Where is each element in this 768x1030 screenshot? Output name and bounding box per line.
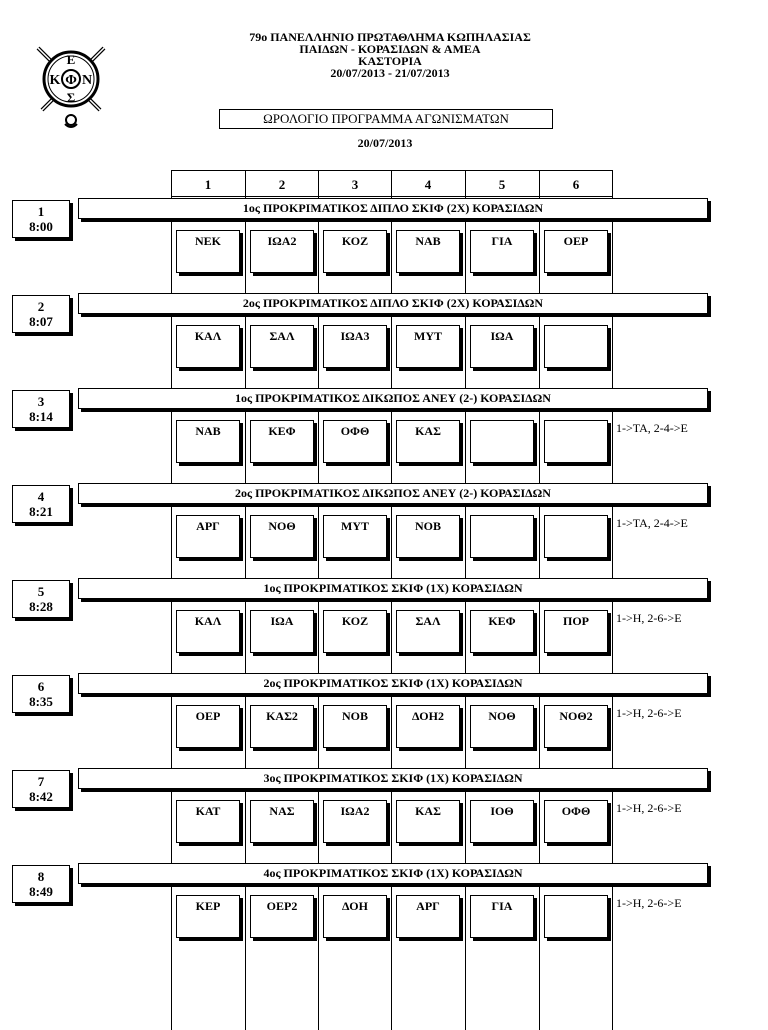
boat-lane-cell: ΔΟΗ [323, 895, 387, 938]
lane-header: 3 [351, 177, 359, 192]
boat-lane-cell: ΚΑΛ [176, 610, 240, 653]
progression-note: 1->Η, 2-6->Ε [616, 801, 682, 815]
race-number: 4 [37, 489, 45, 504]
race-time: 8:49 [29, 884, 53, 899]
boat-lane-cell [544, 420, 608, 463]
race-number: 6 [37, 679, 45, 694]
race-number: 8 [37, 869, 45, 884]
location-line: ΚΑΣΤΟΡΙΑ [358, 54, 422, 68]
race-time: 8:14 [29, 409, 53, 424]
logo-letter-bottom: Σ [66, 90, 76, 105]
schedule-date: 20/07/2013 [357, 136, 413, 150]
progression-note: 1->Η, 2-6->Ε [616, 706, 682, 720]
lane-header: 5 [498, 177, 506, 192]
header-top-line [171, 170, 612, 171]
dates-line: 20/07/2013 - 21/07/2013 [330, 66, 450, 80]
boat-lane-cell: ΚΟΖ [323, 610, 387, 653]
progression-note: 1->Η, 2-6->Ε [616, 896, 682, 910]
boat-lane-cell: ΝΑΒ [396, 230, 460, 273]
boat-lane-cell: ΑΡΓ [176, 515, 240, 558]
championship-title: 79ο ΠΑΝΕΛΛΗΝΙΟ ΠΡΩΤΑΘΛΗΜΑ ΚΩΠΗΛΑΣΙΑΣ [249, 30, 531, 44]
boat-lane-cell: ΝΟΘ [470, 705, 534, 748]
lane-header: 1 [204, 177, 212, 192]
lane-header: 6 [572, 177, 580, 192]
boat-lane-cell: ΚΕΦ [470, 610, 534, 653]
race-number-badge [12, 865, 70, 903]
categories-line: ΠΑΙΔΩΝ - ΚΟΡΑΣΙΔΩΝ & ΑΜΕΑ [299, 42, 481, 56]
boat-lane-cell: ΝΟΘ [250, 515, 314, 558]
boat-lane-cell: ΚΕΦ [250, 420, 314, 463]
logo-letter-top: Ε [66, 52, 76, 67]
schedule-title: ΩΡΟΛΟΓΙΟ ΠΡΟΓΡΑΜΜΑ ΑΓΩΝΙΣΜΑΤΩΝ [219, 109, 553, 129]
boat-lane-cell: ΑΡΓ [396, 895, 460, 938]
race-number-badge [12, 770, 70, 808]
race-title: 1ος ΠΡΟΚΡΙΜΑΤΙΚΟΣ ΣΚΙΦ (1Χ) ΚΟΡΑΣΙΔΩΝ [78, 578, 708, 599]
boat-lane-cell: ΚΕΡ [176, 895, 240, 938]
logo-letter-center: Φ [65, 73, 77, 88]
race-number-badge [12, 675, 70, 713]
race-number: 7 [37, 774, 45, 789]
logo-letter-left: Κ [49, 73, 61, 88]
race-time: 8:35 [29, 694, 53, 709]
race-title: 2ος ΠΡΟΚΡΙΜΑΤΙΚΟΣ ΔΙΠΛΟ ΣΚΙΦ (2Χ) ΚΟΡΑΣΙΔΩΝ [78, 293, 708, 314]
race-title: 1ος ΠΡΟΚΡΙΜΑΤΙΚΟΣ ΔΙΠΛΟ ΣΚΙΦ (2Χ) ΚΟΡΑΣΙΔΩΝ [78, 198, 708, 219]
boat-lane-cell: ΝΕΚ [176, 230, 240, 273]
race-time: 8:00 [29, 219, 53, 234]
lane-header: 2 [278, 177, 286, 192]
boat-lane-cell: ΝΟΒ [396, 515, 460, 558]
race-number-badge [12, 485, 70, 523]
boat-lane-cell: ΣΑΛ [250, 325, 314, 368]
race-number-badge [12, 200, 70, 238]
boat-lane-cell: ΚΑΣ [396, 420, 460, 463]
boat-lane-cell: ΚΑΣ [396, 800, 460, 843]
race-title: 3ος ΠΡΟΚΡΙΜΑΤΙΚΟΣ ΣΚΙΦ (1Χ) ΚΟΡΑΣΙΔΩΝ [78, 768, 708, 789]
boat-lane-cell [544, 895, 608, 938]
boat-lane-cell: ΚΑΤ [176, 800, 240, 843]
boat-lane-cell: ΙΩΑ2 [250, 230, 314, 273]
boat-lane-cell: ΔΟΗ2 [396, 705, 460, 748]
federation-logo [28, 38, 114, 130]
boat-lane-cell: ΟΦΘ [544, 800, 608, 843]
race-time: 8:28 [29, 599, 53, 614]
boat-lane-cell: ΟΦΘ [323, 420, 387, 463]
boat-lane-cell: ΜΥΤ [396, 325, 460, 368]
progression-note: 1->ΤΑ, 2-4->Ε [616, 421, 688, 435]
boat-lane-cell: ΝΑΣ [250, 800, 314, 843]
boat-lane-cell: ΙΩΑ [250, 610, 314, 653]
logo-letter-right: Ν [81, 73, 93, 88]
boat-lane-cell [470, 420, 534, 463]
race-number: 3 [37, 394, 45, 409]
race-number-badge [12, 295, 70, 333]
boat-lane-cell: ΟΕΡ [176, 705, 240, 748]
boat-lane-cell: ΙΟΘ [470, 800, 534, 843]
boat-lane-cell [544, 515, 608, 558]
race-title: 2ος ΠΡΟΚΡΙΜΑΤΙΚΟΣ ΣΚΙΦ (1Χ) ΚΟΡΑΣΙΔΩΝ [78, 673, 708, 694]
race-time: 8:21 [29, 504, 53, 519]
boat-lane-cell: ΓΙΑ [470, 230, 534, 273]
boat-lane-cell: ΝΟΒ [323, 705, 387, 748]
boat-lane-cell: ΟΕΡ [544, 230, 608, 273]
boat-lane-cell: ΣΑΛ [396, 610, 460, 653]
boat-lane-cell: ΜΥΤ [323, 515, 387, 558]
boat-lane-cell: ΟΕΡ2 [250, 895, 314, 938]
boat-lane-cell: ΙΩΑ3 [323, 325, 387, 368]
race-number-badge [12, 580, 70, 618]
boat-lane-cell [544, 325, 608, 368]
boat-lane-cell: ΚΑΛ [176, 325, 240, 368]
boat-lane-cell: ΝΑΒ [176, 420, 240, 463]
boat-lane-cell [470, 515, 534, 558]
race-title: 1ος ΠΡΟΚΡΙΜΑΤΙΚΟΣ ΔΙΚΩΠΟΣ ΑΝΕΥ (2-) ΚΟΡΑΣΙΔΩΝ [78, 388, 708, 409]
race-time: 8:42 [29, 789, 53, 804]
boat-lane-cell: ΙΩΑ [470, 325, 534, 368]
boat-lane-cell: ΝΟΘ2 [544, 705, 608, 748]
progression-note: 1->Η, 2-6->Ε [616, 611, 682, 625]
boat-lane-cell: ΚΟΖ [323, 230, 387, 273]
race-number: 1 [37, 204, 45, 219]
document-header [190, 31, 590, 79]
boat-lane-cell: ΚΑΣ2 [250, 705, 314, 748]
progression-note: 1->ΤΑ, 2-4->Ε [616, 516, 688, 530]
race-number-badge [12, 390, 70, 428]
header-bottom-line [171, 196, 612, 197]
boat-lane-cell: ΙΩΑ2 [323, 800, 387, 843]
race-time: 8:07 [29, 314, 53, 329]
lane-header: 4 [424, 177, 432, 192]
race-number: 5 [37, 584, 45, 599]
boat-lane-cell: ΠΟΡ [544, 610, 608, 653]
boat-lane-cell: ΓΙΑ [470, 895, 534, 938]
race-number: 2 [37, 299, 45, 314]
race-title: 4ος ΠΡΟΚΡΙΜΑΤΙΚΟΣ ΣΚΙΦ (1Χ) ΚΟΡΑΣΙΔΩΝ [78, 863, 708, 884]
race-title: 2ος ΠΡΟΚΡΙΜΑΤΙΚΟΣ ΔΙΚΩΠΟΣ ΑΝΕΥ (2-) ΚΟΡΑΣΙΔΩΝ [78, 483, 708, 504]
